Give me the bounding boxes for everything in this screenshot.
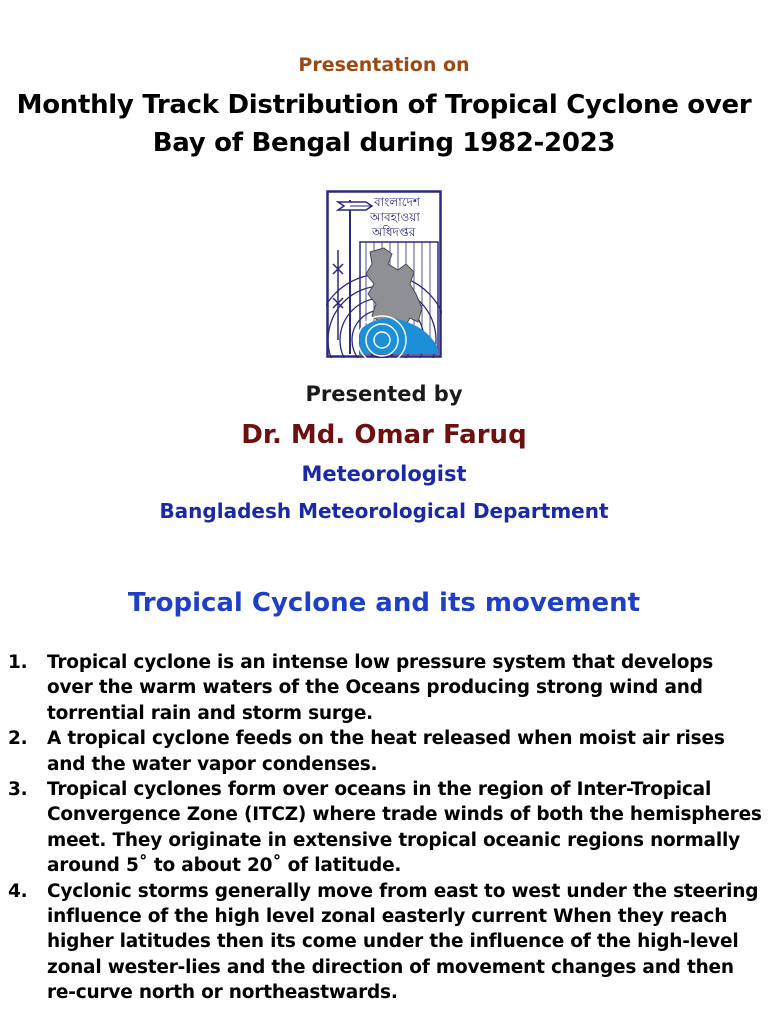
title-line-1: Monthly Track Distribution of Tropical Cyclone over: [16, 90, 752, 120]
list-item-text: Cyclonic storms generally move from east to west under the steering influence of the high level zonal easterly current When they reach higher latitudes then its come under the influence of the high-level zonal wester-lies and the direction of movement changes and then re-curve north or northeastwards.: [47, 880, 759, 1004]
presentation-title: [0, 86, 768, 162]
list-item-text: A tropical cyclone feeds on the heat released when moist air rises and the water vapor condenses.: [47, 728, 725, 775]
list-item: [0, 879, 768, 1006]
logo-text-line-1: বাংলাদেশ: [374, 195, 420, 209]
bmd-logo: [326, 190, 442, 358]
list-item-text: Tropical cyclones form over oceans in the region of Inter-Tropical Convergence Zone (ITCZ) where trade winds of both the hemispheres meet. They originate in extensive tropical oceanic regions normally around 5˚ to about 20˚ of latitude.: [47, 779, 762, 877]
bmd-logo-graphic: [326, 190, 442, 358]
list-item-number: 4.: [8, 880, 28, 902]
logo-text-line-2: আবহাওয়া: [370, 210, 420, 224]
presented-by-label: Presented by: [305, 382, 463, 406]
list-item-number: 2.: [8, 728, 28, 750]
presenter-name: Dr. Md. Omar Faruq: [241, 420, 527, 450]
section-heading: Tropical Cyclone and its movement: [127, 588, 641, 618]
cyclone-facts-list: [0, 650, 768, 1006]
list-item-number: 1.: [8, 652, 28, 673]
list-item: [0, 650, 768, 726]
list-item: [0, 777, 768, 879]
list-item-number: 3.: [8, 779, 28, 801]
title-line-2: Bay of Bengal during 1982-2023: [152, 128, 616, 158]
presentation-kicker: Presentation on: [298, 54, 470, 76]
list-item-text: Tropical cyclone is an intense low pressure system that develops over the warm waters of the Oceans producing strong wind and torrential rain and storm surge.: [47, 652, 714, 724]
list-item: [0, 726, 768, 777]
presenter-role: Meteorologist: [301, 462, 467, 486]
presenter-organization: Bangladesh Meteorological Department: [159, 499, 609, 523]
logo-text-line-3: অধিদপ্তর: [372, 225, 416, 239]
